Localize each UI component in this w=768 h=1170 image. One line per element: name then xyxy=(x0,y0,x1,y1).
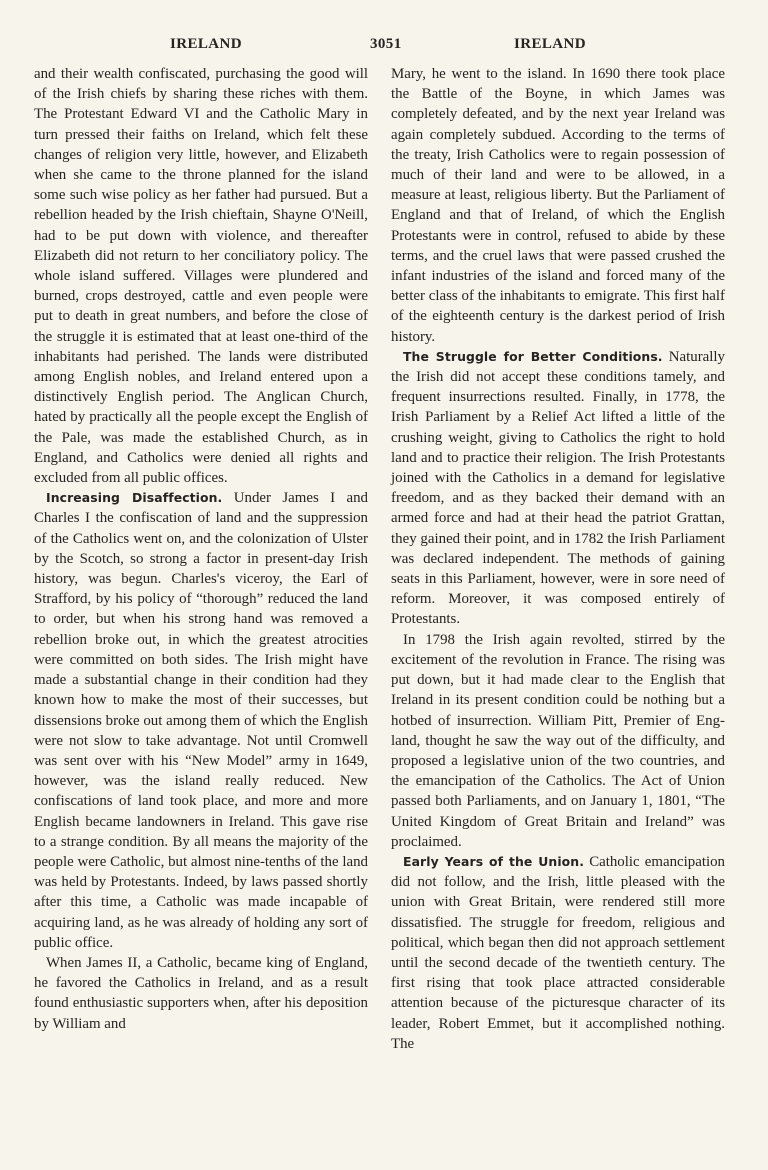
page-header xyxy=(34,36,590,58)
paragraph xyxy=(391,347,725,630)
paragraph xyxy=(34,953,368,1034)
paragraph-text: In 1798 the Irish again revolted, stirred by the excitement of the revolution in France. The rising was put down, but it had made clear to the English that Ireland in its present condition could be nothing but a hotbed of insurrection. William Pitt, Premier of England, thought he saw the way out of the difficulty, and proposed a legislative union of the two countries, and the emancipation of the Catholics. The Act of Union passed both Parliaments, and on January 1, 1801, “The United Kingdom of Great Britain and Ireland” was proclaimed. xyxy=(391,631,725,850)
paragraph-text: Under James I and Charles I the confiscation of land and the suppression of the Catholics went on, and the colonization of Ulster by the Scotch, so strong a factor in present-day Irish history, was begun. Charles's viceroy, the Earl of Strafford, by his policy of “thorough” reduced the land to order, but when his strong hand was removed a rebellion broke out, in which the greatest atrocities were committed on both sides. The Irish might have made a substantial change in their condition had they known how to make the most of their successes, but dissensions broke out among them of which the English were not slow to take advantage. Not until Cromwell was sent over with his “New Model” army in 1649, however, was the island really reduced. New confiscations of land took place, and more and more English became landowners in Ireland. This gave rise to a strange condition. By all means the majority of the people were Catholic, but almost nine-tenths of the land was held by Protestants. Indeed, by laws passed shortly after this time, a Catholic was made incapable of acquiring land, as he was already of holding any sort of public office. xyxy=(34,490,369,951)
section-heading: The Struggle for Better Conditions. xyxy=(403,348,663,364)
paragraph xyxy=(34,64,368,488)
running-title-left: IRELAND xyxy=(170,36,242,52)
paragraph-text: Catholic emancipation did not follow, and the Irish, little pleased with the union with Great Britain, were rendered still more dissatisfied. The struggle for freedom, religious and political, which began then did not approach settlement until the second decade of the twentieth century. The first rising that took place attracted considerable attention because of the picturesque character of its leader, Robert Emmet, but it accomplished nothing. The xyxy=(391,853,725,1052)
section-heading: Early Years of the Union. xyxy=(403,853,585,869)
paragraph-text: and their wealth confiscated, purchasing the good will of the Irish chiefs by sharing these riches with them. The Protestant Edward VI and the Catholic Mary in turn pressed their faiths on Ireland, which felt these changes of religion very little, however, and Elizabeth when she came to the throne planned for the island some such wise policy as her father had pursued. But a rebellion headed by the Irish chieftain, Shayne O'Neill, had to be put down with violence, and thereafter Elizabeth did not return to her conciliatory policy. The whole island suffered. Villages were plundered and burned, crops destroyed, cattle and even people were put to death in great numbers, and before the close of the struggle it is estimated that at least one-third of the inhabitants had perished. The lands were distributed among English nobles, and Ireland entered upon a distinctively English period. The Anglican Church, hated by practically all the people except the English of the Pale, was made the established Church, as in England, and Catholics were denied all rights and excluded from all public offices. xyxy=(34,66,368,487)
paragraph-text: Naturally the Irish did not accept these conditions tamely, and frequent insurrections resulted. Finally, in 1778, the Irish Parliament by a Relief Act lifted a little of the crushing weight, giving to Catholics the right to hold land and to practice their religion. The Irish Protestants joined with the Catholics in a demand for legislative freedom, and as they backed their demand with an armed force and had at their head the patriot Grattan, they gained their point, and in 1782 the Irish Parliament was declared independent. The methods of gaining seats in this Parliament, however, were in sore need of reform. Moreover, it was composed entirely of Protestants. xyxy=(391,348,725,628)
running-title-right: IRELAND xyxy=(514,36,586,52)
section-heading: Increasing Disaffection. xyxy=(46,490,223,506)
paragraph-text: When James II, a Catholic, became king of England, he favored the Catholics in Ireland, and as a result found enthusiastic supporters when, after his deposition by William and xyxy=(34,954,368,1032)
page-number: 3051 xyxy=(370,36,402,52)
paragraph xyxy=(34,488,368,953)
paragraph xyxy=(391,852,725,1054)
right-column xyxy=(391,64,725,1054)
paragraph-text: Mary, he went to the island. In 1690 there took place the Battle of the Boyne, in which James was completely defeated, and by the next year Ireland was again completely subdued. According to the terms of the treaty, Irish Catholics were to regain possession of much of their land and were to be allowed, in a measure at least, religious liberty. But the Parliament of England and that of Ireland, of which the English Protestants were in control, refused to abide by these terms, and the cruel laws that were passed crushed the infant industries of the island and forced many of the better class of the inhabitants to emigrate. This first half of the eighteenth century is the darkest period of Irish history. xyxy=(391,66,725,345)
left-column xyxy=(34,64,368,1034)
paragraph xyxy=(391,630,725,852)
paragraph xyxy=(391,64,725,347)
